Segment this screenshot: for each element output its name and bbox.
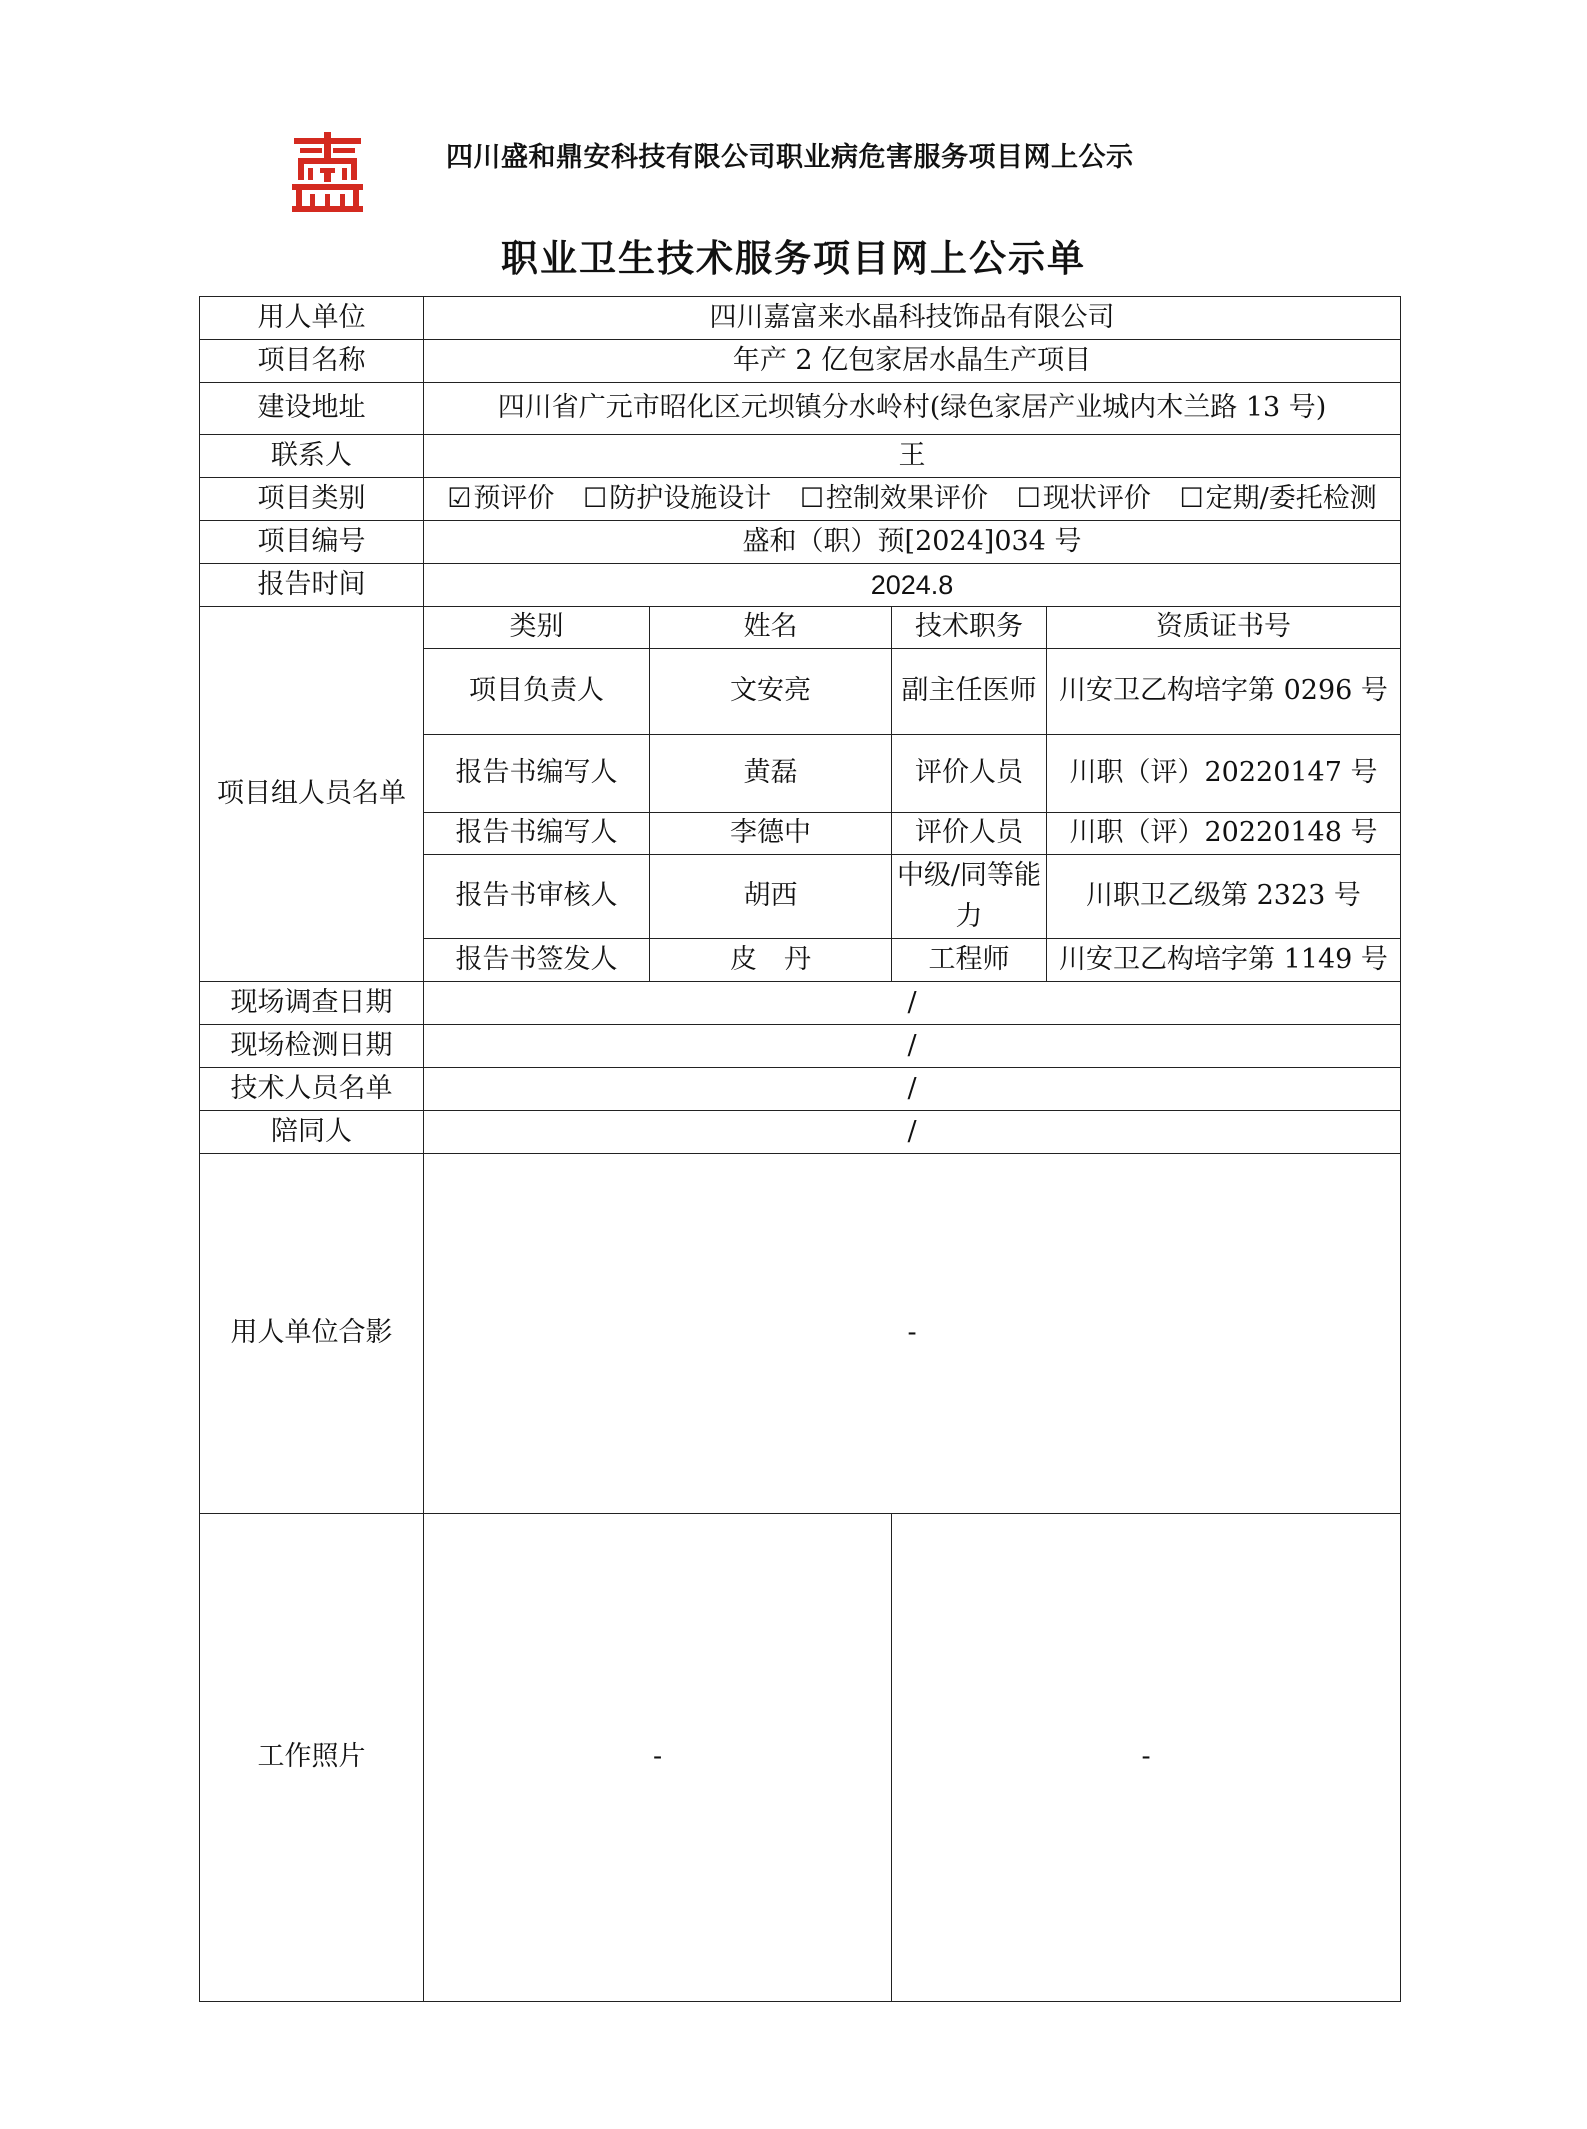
work-photos-label: 工作照片 <box>200 1514 424 2002</box>
member-title: 中级/同等能力 <box>892 855 1047 939</box>
team-header-cert: 资质证书号 <box>1047 607 1401 649</box>
row-report-time <box>200 564 1401 607</box>
member-cert: 川职卫乙级第 2323 号 <box>1047 855 1401 939</box>
company-header: 四川盛和鼎安科技有限公司职业病危害服务项目网上公示 <box>446 142 1134 173</box>
disclosure-form <box>199 296 1401 2002</box>
company-logo <box>290 132 365 212</box>
escort-label: 陪同人 <box>200 1111 424 1154</box>
member-title: 评价人员 <box>892 813 1047 855</box>
row-tech-staff <box>200 1068 1401 1111</box>
employer-label: 用人单位 <box>200 297 424 340</box>
member-cert: 川职（评）20220147 号 <box>1047 735 1401 813</box>
category-option-periodic-test <box>1179 483 1376 514</box>
report-time-label: 报告时间 <box>200 564 424 607</box>
work-photo-right: - <box>892 1514 1401 2002</box>
option-label: 预评价 <box>473 482 555 514</box>
option-label: 防护设施设计 <box>609 482 772 514</box>
row-employer <box>200 297 1401 340</box>
category-label: 项目类别 <box>200 478 424 521</box>
address-value: 四川省广元市昭化区元坝镇分水岭村(绿色家居产业城内木兰路 13 号) <box>424 383 1401 435</box>
category-option-control-eval <box>800 483 988 514</box>
member-cert: 川安卫乙构培字第 1149 号 <box>1047 939 1401 982</box>
checkbox-icon: ☐ <box>583 482 608 514</box>
escort-value: / <box>424 1111 1401 1154</box>
category-option-pre-eval <box>447 483 554 514</box>
checked-box-icon: ☑ <box>447 482 472 514</box>
team-header-role: 类别 <box>424 607 650 649</box>
member-name: 文安亮 <box>650 649 892 735</box>
contact-label: 联系人 <box>200 435 424 478</box>
member-name: 李德中 <box>650 813 892 855</box>
row-category <box>200 478 1401 521</box>
test-date-label: 现场检测日期 <box>200 1025 424 1068</box>
group-photo-label: 用人单位合影 <box>200 1154 424 1514</box>
team-header-title: 技术职务 <box>892 607 1047 649</box>
project-name-value: 年产 2 亿包家居水晶生产项目 <box>424 340 1401 383</box>
team-header-name: 姓名 <box>650 607 892 649</box>
member-cert: 川安卫乙构培字第 0296 号 <box>1047 649 1401 735</box>
survey-date-value: / <box>424 982 1401 1025</box>
option-label: 现状评价 <box>1042 482 1151 514</box>
row-work-photos <box>200 1514 1401 2002</box>
tech-staff-label: 技术人员名单 <box>200 1068 424 1111</box>
member-name: 胡西 <box>650 855 892 939</box>
checkbox-icon: ☐ <box>799 482 825 514</box>
group-photo-placeholder: - <box>424 1154 1401 1514</box>
team-label: 项目组人员名单 <box>200 607 424 982</box>
category-option-status-eval <box>1017 483 1151 514</box>
row-escort <box>200 1111 1401 1154</box>
member-title: 工程师 <box>892 939 1047 982</box>
member-role: 报告书编写人 <box>424 813 650 855</box>
member-role: 报告书编写人 <box>424 735 650 813</box>
row-survey-date <box>200 982 1401 1025</box>
member-role: 报告书签发人 <box>424 939 650 982</box>
contact-value: 王 <box>424 435 1401 478</box>
member-title: 副主任医师 <box>892 649 1047 735</box>
checkbox-icon: ☐ <box>1016 482 1041 514</box>
work-photo-left: - <box>424 1514 892 2002</box>
member-name: 黄磊 <box>650 735 892 813</box>
row-contact <box>200 435 1401 478</box>
row-test-date <box>200 1025 1401 1068</box>
checkbox-icon: ☐ <box>1179 482 1204 514</box>
category-option-protection-design <box>583 483 771 514</box>
option-label: 定期/委托检测 <box>1205 482 1377 514</box>
address-label: 建设地址 <box>200 383 424 435</box>
member-cert: 川职（评）20220148 号 <box>1047 813 1401 855</box>
project-no-label: 项目编号 <box>200 521 424 564</box>
row-project-name <box>200 340 1401 383</box>
row-group-photo <box>200 1154 1401 1514</box>
category-options <box>424 478 1401 521</box>
member-role: 项目负责人 <box>424 649 650 735</box>
report-time-value: 2024.8 <box>424 564 1401 607</box>
page-title: 职业卫生技术服务项目网上公示单 <box>501 236 1086 280</box>
option-label: 控制效果评价 <box>826 482 989 514</box>
test-date-value: / <box>424 1025 1401 1068</box>
member-title: 评价人员 <box>892 735 1047 813</box>
team-header-row <box>200 607 1401 649</box>
row-project-no <box>200 521 1401 564</box>
row-address <box>200 383 1401 435</box>
member-role: 报告书审核人 <box>424 855 650 939</box>
survey-date-label: 现场调查日期 <box>200 982 424 1025</box>
project-no-value: 盛和（职）预[2024]034 号 <box>424 521 1401 564</box>
tech-staff-value: / <box>424 1068 1401 1111</box>
member-name: 皮 丹 <box>650 939 892 982</box>
project-name-label: 项目名称 <box>200 340 424 383</box>
employer-value: 四川嘉富来水晶科技饰品有限公司 <box>424 297 1401 340</box>
